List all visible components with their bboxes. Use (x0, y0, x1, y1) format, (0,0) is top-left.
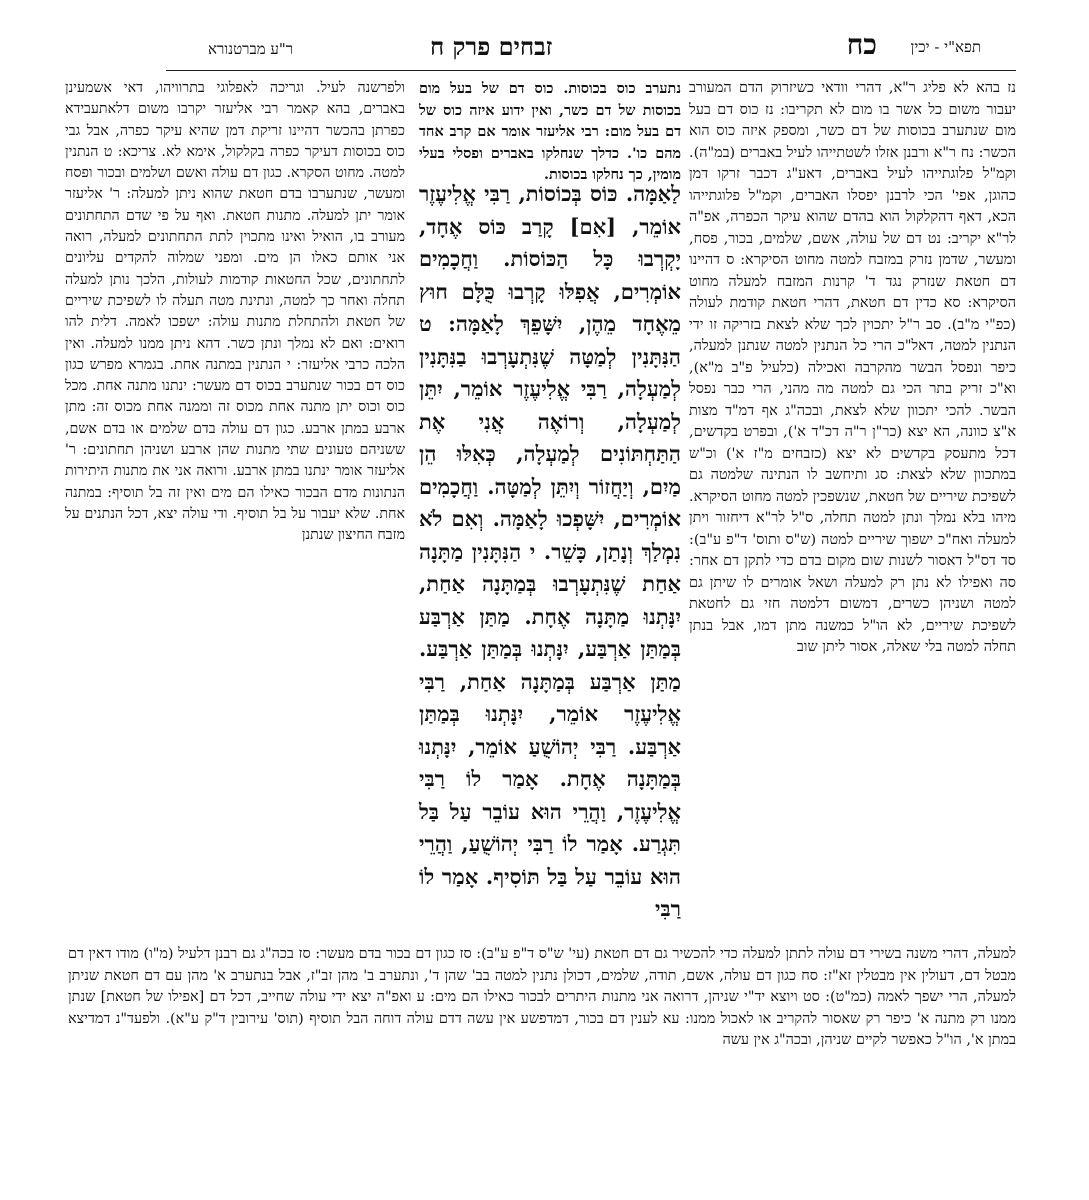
header-commentary-label-left: ר"ע מברטנורא (208, 40, 294, 58)
commentary-text: ולפרשנה לעיל. וגריכה לאפלוגי בתרוויהו, דאי אשמעינן באברים, בהא קאמר רבי אליעזר יקרבו משום דלאתעבידא כפרתן בהכשר דהיינו זריקת דמן שהיא עיקר כפרה, אבל גבי כוס בכוסות דעיקר כפרה בקלקול, אימא לא. צריכא: ט הנתנין למטה. מחוט הסקרא. כגון דם עולה ואשם ושלמים ובכור ופסח ומעשר, שנתערבו בדם חטאת שהוא ניתן למעלה: ר' אליעזר אומר יתן למעלה. מתנות חטאת. ואף על פי שדם התחתונים מעורב בו, הואיל ואינו מתכוין לתת התחתונים למעלה, רואה אני אותם כאלו הן מים. ומפני שמלוה להקדים עליונים לתחתונים, שכל החטאות קודמות לעולות, הלכך נותן למעלה תחלה ואחר כך למטה, ונתינת מטה תעלה לו לשפיכת שיריים של חטאת ולהתחלת מתנות עולה: ישפכו לאמה. דלית להו רואים: ואם לא נמלך ונתן כשר. דהא ניתן ממנו למעלה. ואין הלכה כרבי אליעזר: י הנתנין במתנה אחת. בגמרא מפרש כגון כוס דם בכור שנתערב בכוס דם מעשר: ינתנו מתנה אחת. מכל כוס וכוס יתן מתנה אחת מכוס זה וממנה אחת מכוס זה: מתן ארבע במתן ארבע. כגון דם עולה בדם שלמים או בדם אשם, ששניהם טעונים שתי מתנות שהן ארבע ושניהן תחתונים: ר' אליעזר אומר ינתנו במתן ארבע. ורואה אני את מתנות היתירות הנתונות מדם הבכור כאילו הם מים ואין זה בל תוסיף: במתנה אחת. שלא יעבור על בל תוסיף. ודי עולה יצא, דכל הנתנים על מזבח החיצון שנתנן (65, 80, 405, 544)
commentary-text: נתערב כוס בכוסות. כוס דם של בעל מום בכוסות של דם כשר, ואין ידוע איזה כוס של דם בעל מום: רבי אליעזר אומר אם קרב אחד מהם כו'. כדלך שנחלקו באברים ופסלי בעלי מומין, כך נחלקו בכוסות. (419, 80, 681, 183)
bottom-commentary (68, 944, 1016, 1184)
bartenura-intro (419, 78, 681, 183)
commentary-text: למעלה, דהרי משנה בשירי דם עולה לתתן למעלה כדי להכשיר גם דם חטאת (עי' ש"ס ד"פ ע"ב): סז כגון דם בכור בדם מעשר: סז בכה"ג גם רבנן דלעיל (מ"ו) מודו דאין דם מבטל דם, דעולין אין מבטלין זא"ז: סח כגון דם עולה, אשם, תודה, שלמים, דכולן נתנין למטה בב' שהן ד', ונתערב ב' מהן זב"ז, אבל בנתערב א' מהן עם דם חטאת שניתן למעלה, הרי ישפך לאמה (כמ"ט): סט ויוצא יד"י שניהן, דרואה אני מתנות היתרים לבכור כאילו הם מים: ע ואפ"ה יצא ידי עולה שחייב, דכל דם [אפילו של חטאת] שנתן ממנו רק מתנה א' כיפר רק שאסור להקריב או לאכול ממנו: עא לענין דם בכור, דמדפשע אין עשה דדם עולה דוחה הבל תוסיף (תוס' עירובין ד"ק ע"א). ולפעד"נ דמדיצא במתן א', הו"ל כאפשר לקיים שניהן, ובכה"ג אין עשה (68, 946, 1016, 1049)
bartenura-commentary (65, 78, 405, 948)
chapter-title: זבחים פרק ח (430, 32, 553, 61)
page-number: כח (846, 28, 877, 61)
commentary-text: נז בהא לא פליג ר"א, דהרי וודאי כשיזרוק הדם המעורב יעבור משום כל אשר בו מום לא תקריבו: נז כוס דם בעל מום שנתערב בכוסות של דם כשר, ומספק איזה כוס הוא הכשר: נח ר"א ורבנן אזלו לשטתייהו לעיל באברים (במ"ה). וקמ"ל פלוגתייהו לעיל באברים, דאע"ג דכבר זרקו דמן כהוגן, אפי' הכי לרבנן יפסלו האברים, וקמ"ל פלוגתייהו הכא, דאף דהקלקול הוא בהדם שהוא עיקר הכפרה, אפ"ה לר"א יקריב: נט דם של עולה, אשם, שלמים, בכור, פסח, ומעשר, שדמן נזרק במזבח למטה מחוט הסיקרא: ס דהיינו דם חטאת שנזרק נגד ד' קרנות המזבח למעלה מחוט הסיקרא: סא כדין דם חטאת, דהרי חטאת קודמת לעולה (כפ"י מ"ב). סב ר"ל יתכוין לכך שלא לצאת בזריקה זו ידי הנתנין למטה, דאל"כ הרי כל הנתנין למטה שנתנן למעלה, כיפר ונפסל הבשר מהקרבה ואכילה (כלעיל פ"ב מ"א), וא"כ זריק בתר הכי גם למטה מה מהני, הרי כבר נפסל הבשר. להכי יתכוון שלא לצאת, ובכה"ג אף דמ"ד מצות א"צ כוונה, הא יצא (כר"ן ר"ה דכ"ד א'), ובפרט בקדשים, דכל מתעסק בקדשים לא יצא (כזבחים מ"ז א') וכ"ש במתכוון שלא לצאת: סג ותיחשב לו הנתינה שלמטה גם לשפיכת שיריים של חטאת, שנשפכין למטה מחוט הסיקרא. מיהו בלא נמלך ונתן למטה תחלה, ס"ל לר"א דיחזור ויתן למעלה ואח"כ ישפוך שיריים למטה (ש"ס ותוס' ד"פ ע"ב): סד דס"ל דאסור לשנות שום מקום בדם כדי לתקן דם אחר: סה ואפילו לא נתן רק למעלה ושאל אומרים לו שיתן גם למטה ושניהן כשרים, דמשום דלמטה חזי גם לחטאת לשפיכת שיריים, לא הו"ל כמשנה מתן דמו, אבל בנתן תחלה למטה בלי שאלה, אסור ליתן שוב (689, 80, 1016, 655)
mishnah-text (419, 178, 681, 921)
mishnah-body: לַאַמָּה. כּוֹס בְּכוֹסוֹת, רַבִּי אֱלִיעֶזֶר אוֹמֵר, [אִם] קָרַב כּוֹס אֶחָד, יָקְרְבוּ כָּל הַכּוֹסוֹת. וַחֲכָמִים אוֹמְרִים, אֲפִלּוּ קָרְבוּ כֻּלָּם חוּץ מֵאֶחָד מֵהֶן, יִשָּׁפֵךְ לָאַמָּה: ט הַנִּתָּנִין לְמַטָּה שֶׁנִּתְעָרְבוּ בַנִּתָּנִין לְמַעְלָה, רַבִּי אֱלִיעֶזֶר אוֹמֵר, יִתֵּן לְמַעְלָה, וְרוֹאֶה אֲנִי אֶת הַתַּחְתּוֹנִים לְמַעְלָה, כְּאִלּוּ הֵן מַיִם, וְיַחֲזוֹר וְיִתֵּן לְמַטָּה. וַחֲכָמִים אוֹמְרִים, יִשָּׁפְכוּ לָאַמָּה. וְאִם לֹא נִמְלַךְ וְנָתַן, כָּשֵׁר. י הַנִּתָּנִין מַתָּנָה אַחַת שֶׁנִּתְעָרְבוּ בְּמַתָּנָה אַחַת, יִנָּתְנוּ מַתָּנָה אֶחָת. מַתַּן אַרְבַּע בְּמַתַּן אַרְבַּע, יִנָּתְנוּ בְּמַתַּן אַרְבַּע. מַתַּן אַרְבַּע בְּמַתָּנָה אַחַת, רַבִּי אֱלִיעֶזֶר אוֹמֵר, יִנָּתְנוּ בְּמַתַּן אַרְבַּע. רַבִּי יְהוֹשֻׁעַ אוֹמֵר, יִנָּתְנוּ בְּמַתָּנָה אֶחָת. אָמַר לוֹ רַבִּי אֱלִיעֶזֶר, וַהֲרֵי הוּא עוֹבֵר עַל בַּל תִּגְרַע. אָמַר לוֹ רַבִּי יְהוֹשֻׁעַ, וַהֲרֵי הוּא עוֹבֵר עַל בַּל תּוֹסִיף. אָמַר לוֹ רַבִּי (419, 181, 681, 921)
header-rule (166, 70, 1016, 71)
header-commentary-label-right: תפא"י - יכין (910, 38, 981, 56)
tiferet-yisrael-commentary (689, 78, 1016, 948)
